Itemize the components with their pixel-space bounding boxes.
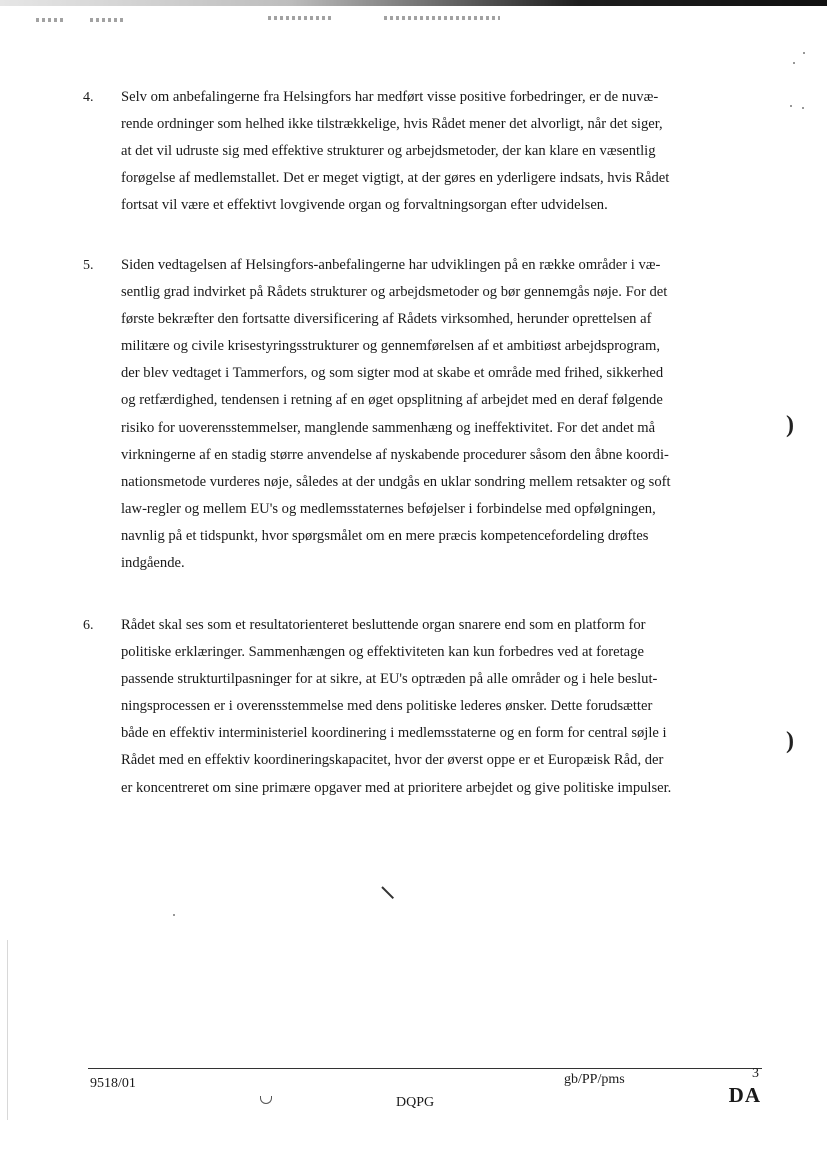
scan-speck xyxy=(790,105,792,107)
text-line: nationsmetode vurderes nøje, således at der undgås en uklar sondring mellem retsakter og soft xyxy=(121,473,671,490)
text-line: første bekræfter den fortsatte diversificering af Rådets virksomhed, herunder oprettelsen af xyxy=(121,311,652,328)
text-line: passende strukturtilpasninger for at sikre, at EU's optræden på alle områder og i hele beslut- xyxy=(121,671,658,688)
scan-circle-mark xyxy=(260,1096,272,1104)
text-line: rende ordninger som helhed ikke tilstrækkelige, hvis Rådet mener det alvorligt, når det siger, xyxy=(121,116,663,133)
text-line: at det vil udruste sig med effektive strukturer og arbejdsmetoder, der kan klare en væsentlig xyxy=(121,143,656,160)
text-line: indgående. xyxy=(121,555,185,572)
text-line: risiko for uoverensstemmelser, manglende sammenhæng og ineffektivitet. For det andet må xyxy=(121,419,656,436)
text-line: law-regler og mellem EU's og medlemsstaternes beføjelser i forbindelse med opfølgningen, xyxy=(121,500,656,517)
department-code: DQPG xyxy=(396,1095,435,1110)
document-number: 9518/01 xyxy=(90,1076,136,1091)
text-line: og retfærdighed, tendensen i retning af en øget opsplitning af arbejdet med en deraf følgende xyxy=(121,392,663,409)
right-margin-bracket-mark: ) xyxy=(786,728,794,754)
scan-margin-line xyxy=(7,940,8,1120)
text-line: Rådet med en effektiv koordineringskapacitet, hvor der øverst oppe er et Europæisk Råd, der xyxy=(121,752,664,769)
paragraph-number: 6. xyxy=(83,618,94,633)
author-initials: gb/PP/pms xyxy=(564,1072,625,1087)
paragraph-text xyxy=(121,612,757,802)
paragraph-text xyxy=(121,84,757,219)
footer-rule xyxy=(88,1068,762,1069)
text-line: fortsat vil være et effektivt lovgivende organ og forvaltningsorgan efter udvidelsen. xyxy=(121,197,608,214)
text-line: ningsprocessen er i overensstemmelse med dens politiske lederes ønsker. Dette forudsætter xyxy=(121,698,653,715)
text-line: Selv om anbefalingerne fra Helsingfors har medført visse positive forbedringer, er de nuvæ- xyxy=(121,89,659,105)
text-line: virkningerne af en stadig større anvendelse af nyskabende procedurer såsom den åbne koordi- xyxy=(121,446,669,463)
text-line: navnlig på et tidspunkt, hvor spørgsmålet om en mere præcis kompetencefordeling drøftes xyxy=(121,527,649,544)
text-line: både en effektiv interministeriel koordinering i medlemsstaterne og en form for central søjle i xyxy=(121,725,667,742)
scan-speck xyxy=(793,62,795,64)
scan-speck xyxy=(802,107,804,109)
page-number: 3 xyxy=(752,1066,759,1081)
scan-speck xyxy=(173,914,175,916)
text-line: sentlig grad indvirket på Rådets strukturer og arbejdsmetoder og bør gennemgås nøje. For det xyxy=(121,284,668,301)
text-line: er koncentreret om sine primære opgaver med at prioritere arbejdet og give politiske impulser. xyxy=(121,779,672,796)
text-line: Siden vedtagelsen af Helsingfors-anbefalingerne har udviklingen på en række områder i væ- xyxy=(121,257,661,273)
paragraph-text xyxy=(121,252,757,577)
text-line: Rådet skal ses som et resultatorienteret besluttende organ snarere end som en platform for xyxy=(121,617,646,633)
paragraph-number: 4. xyxy=(83,90,94,105)
scan-speck xyxy=(803,52,805,54)
text-line: politiske erklæringer. Sammenhængen og effektiviteten kan kun forbedres ved at foretage xyxy=(121,644,644,661)
truncated-header-fragment xyxy=(0,6,827,28)
scan-stroke-mark xyxy=(381,886,394,899)
text-line: forøgelse af medlemstallet. Det er meget vigtigt, at der gøres en yderligere indsats, hvis Rådet xyxy=(121,170,670,187)
paragraph-number: 5. xyxy=(83,258,94,273)
right-margin-bracket-mark: ) xyxy=(786,412,794,438)
text-line: militære og civile krisestyringsstrukturer og gennemførelsen af et ambitiøst arbejdsprogram, xyxy=(121,338,661,355)
language-code: DA xyxy=(728,1083,761,1107)
text-line: der blev vedtaget i Tammerfors, og som sigter mod at skabe et område med frihed, sikkerhed xyxy=(121,365,664,382)
